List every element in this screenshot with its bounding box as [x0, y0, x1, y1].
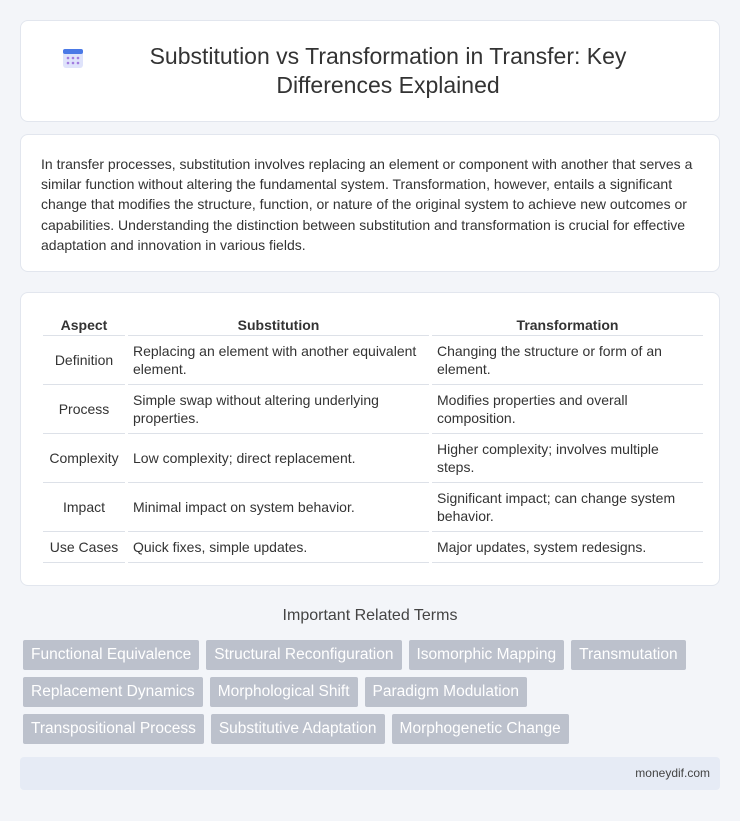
comparison-table: [40, 313, 706, 563]
tag-structural-reconfiguration[interactable]: Structural Reconfiguration: [206, 640, 401, 670]
aspect-cell: Process: [43, 385, 125, 434]
header-aspect: Aspect: [43, 313, 125, 336]
table-row: [43, 434, 703, 483]
substitution-cell: Replacing an element with another equivalent element.: [128, 336, 429, 385]
transformation-cell: Major updates, system redesigns.: [432, 532, 703, 563]
substitution-cell: Minimal impact on system behavior.: [128, 483, 429, 532]
comparison-card: [20, 292, 720, 586]
tag-isomorphic-mapping[interactable]: Isomorphic Mapping: [409, 640, 565, 670]
table-header-row: [43, 313, 703, 336]
title-wrap: [61, 42, 679, 100]
tag-transmutation[interactable]: Transmutation: [571, 640, 686, 670]
substitution-cell: Quick fixes, simple updates.: [128, 532, 429, 563]
table-row: [43, 532, 703, 563]
tag-row: [23, 677, 723, 707]
tag-morphogenetic-change[interactable]: Morphogenetic Change: [392, 714, 569, 744]
tag-row: [23, 640, 723, 670]
aspect-cell: Complexity: [43, 434, 125, 483]
related-terms-tags: [23, 640, 723, 751]
transformation-cell: Changing the structure or form of an element.: [432, 336, 703, 385]
header-substitution: Substitution: [128, 313, 429, 336]
intro-text: In transfer processes, substitution involves replacing an element or component with another that serves a similar function without altering the fundamental system. Transformation, however, entails a significant change that modifies the structure, function, or nature of the original system to achieve new outcomes or capabilities. Understanding the distinction between substitution and transformation is crucial for effective adaptation and innovation in various fields.: [41, 156, 693, 253]
transformation-cell: Modifies properties and overall composition.: [432, 385, 703, 434]
tag-functional-equivalence[interactable]: Functional Equivalence: [23, 640, 199, 670]
substitution-cell: Simple swap without altering underlying properties.: [128, 385, 429, 434]
aspect-cell: Use Cases: [43, 532, 125, 563]
tag-transpositional-process[interactable]: Transpositional Process: [23, 714, 204, 744]
table-row: [43, 483, 703, 532]
footer: [20, 757, 720, 790]
calendar-icon: [61, 46, 85, 70]
header-transformation: Transformation: [432, 313, 703, 336]
tag-replacement-dynamics[interactable]: Replacement Dynamics: [23, 677, 203, 707]
table-row: [43, 336, 703, 385]
transformation-cell: Higher complexity; involves multiple steps.: [432, 434, 703, 483]
page-title: Substitution vs Transformation in Transfer: Key Differences Explained: [149, 43, 627, 98]
tag-substitutive-adaptation[interactable]: Substitutive Adaptation: [211, 714, 385, 744]
related-terms-title: Important Related Terms: [282, 607, 458, 624]
table-row: [43, 385, 703, 434]
substitution-cell: Low complexity; direct replacement.: [128, 434, 429, 483]
transformation-cell: Significant impact; can change system behavior.: [432, 483, 703, 532]
footer-site[interactable]: moneydif.com: [635, 766, 710, 780]
intro-card: [20, 134, 720, 272]
title-card: [20, 20, 720, 122]
tag-row: [23, 714, 723, 744]
tag-morphological-shift[interactable]: Morphological Shift: [210, 677, 358, 707]
aspect-cell: Impact: [43, 483, 125, 532]
tag-paradigm-modulation[interactable]: Paradigm Modulation: [365, 677, 527, 707]
aspect-cell: Definition: [43, 336, 125, 385]
